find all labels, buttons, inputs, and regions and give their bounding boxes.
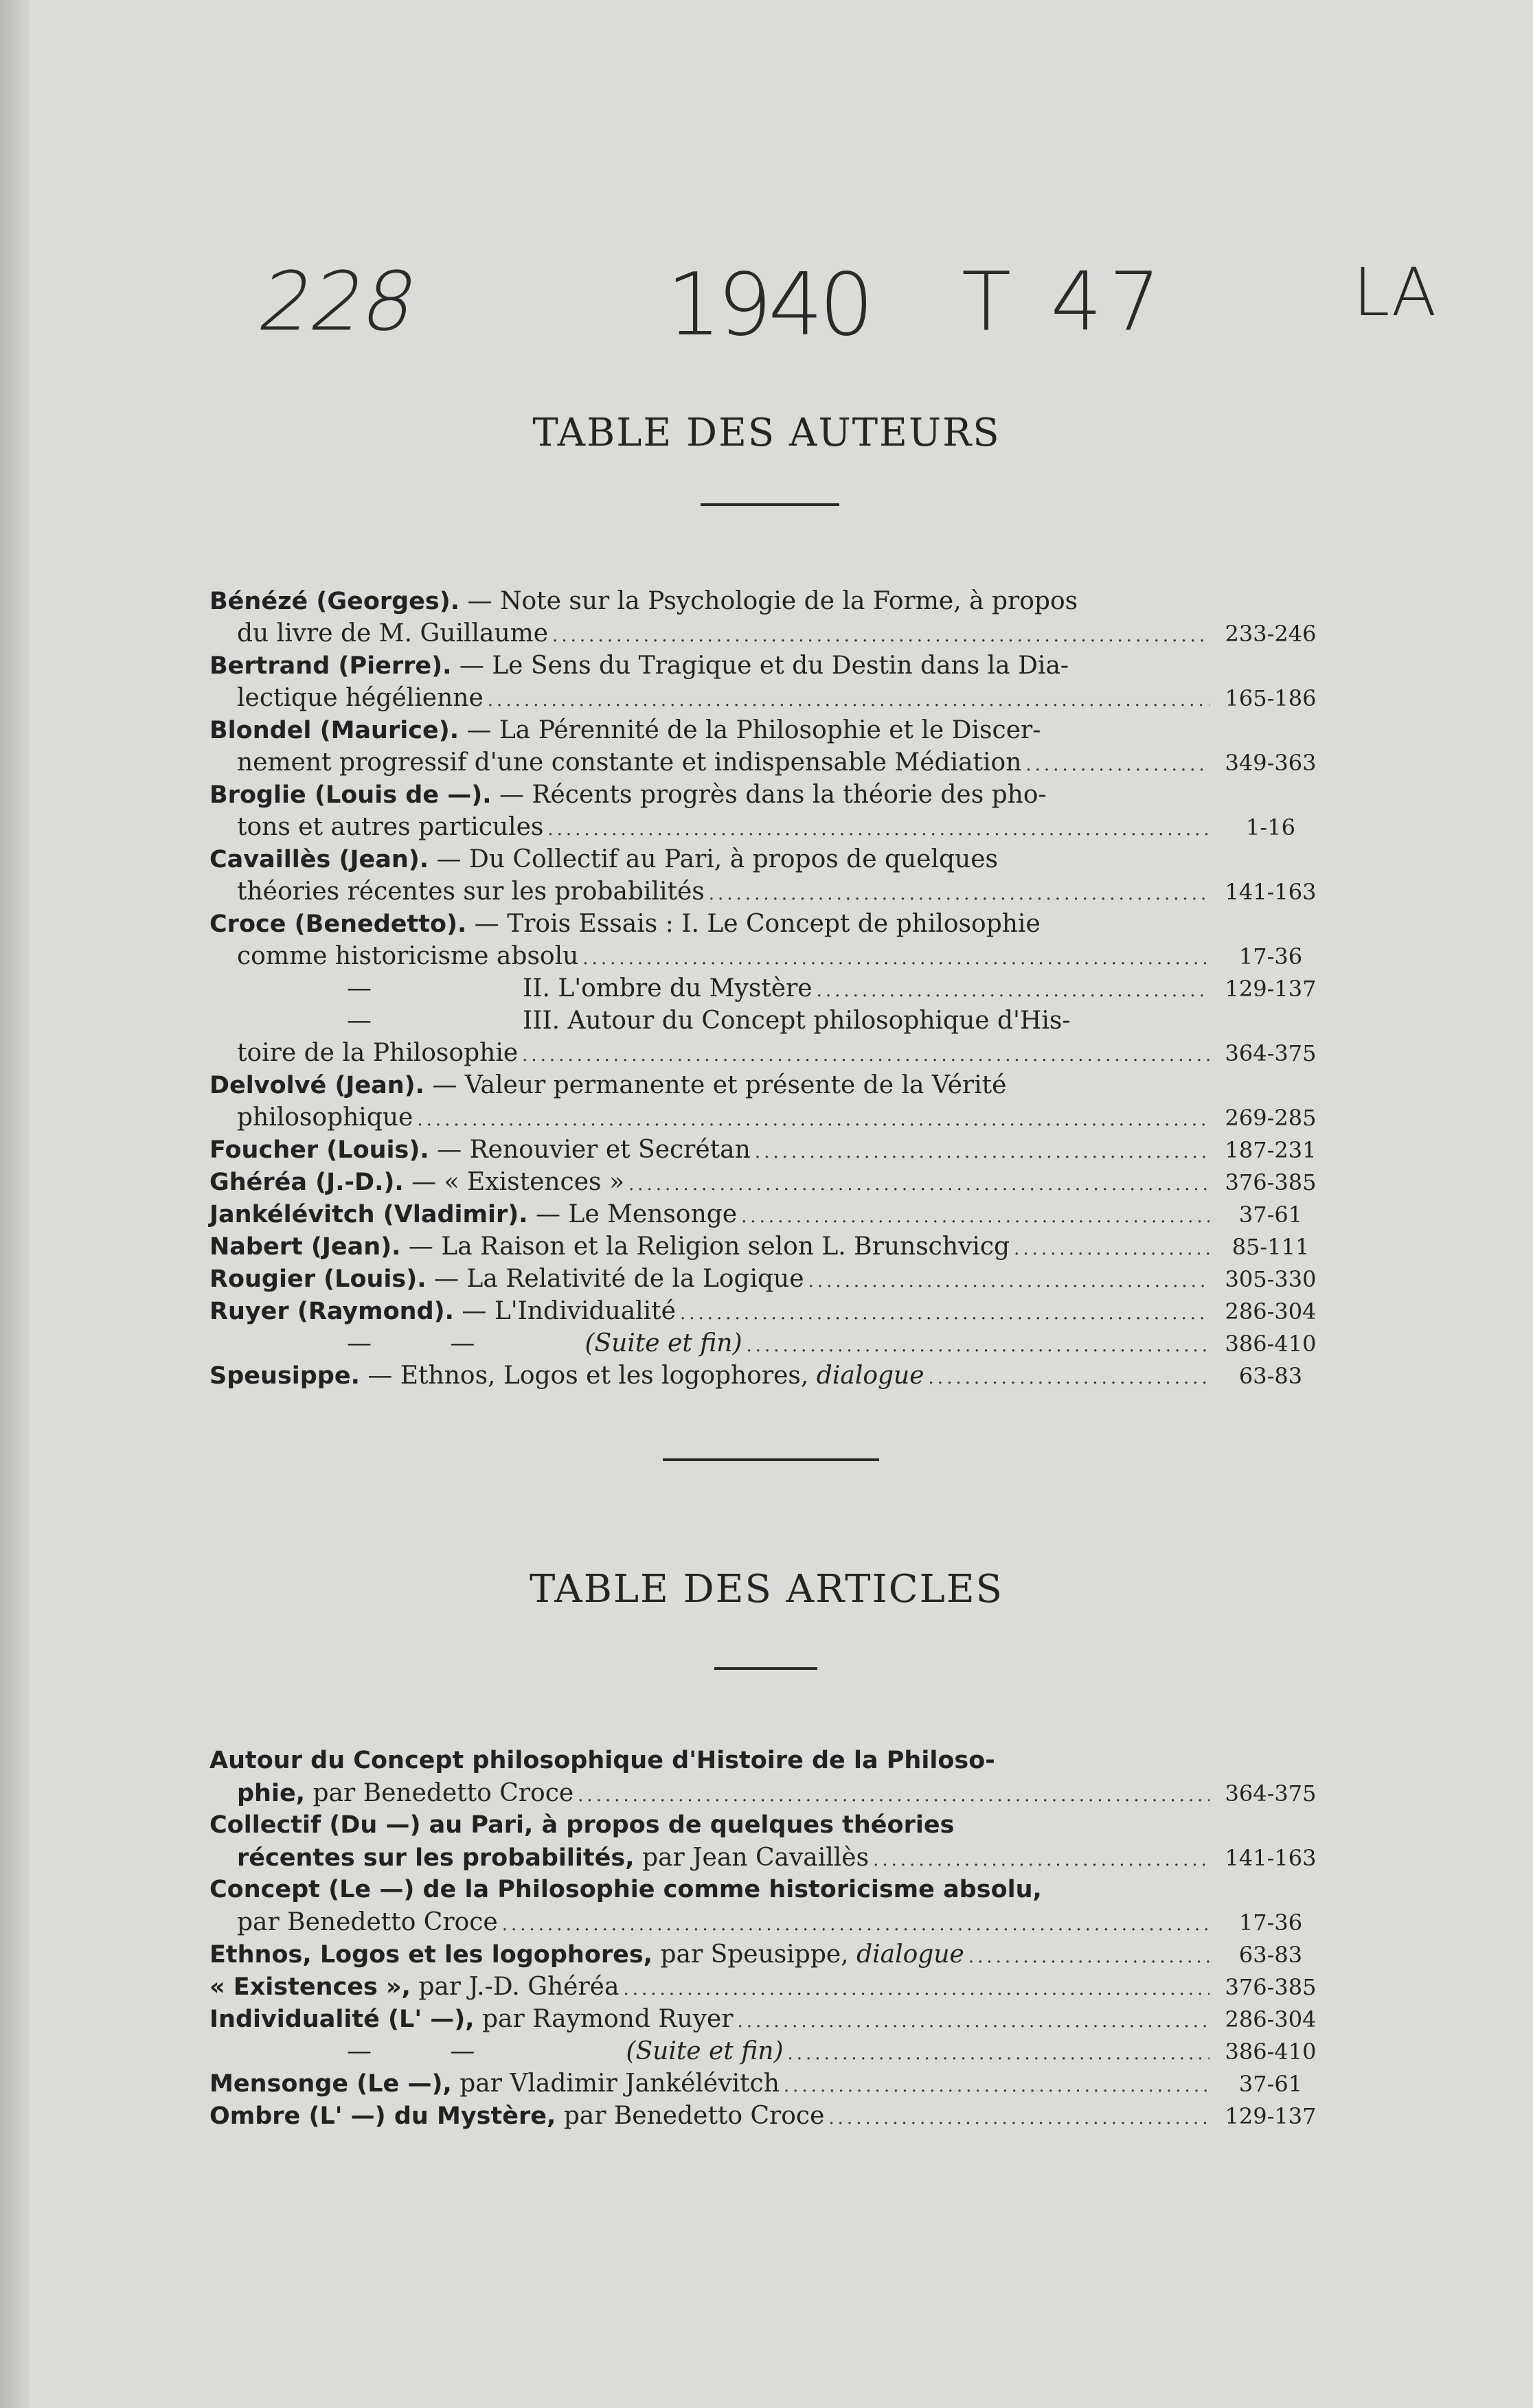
page-range: 85-111 [1231, 1234, 1310, 1260]
entry-text: — La Pérennité de la Philosophie et le Discer- [459, 716, 1041, 744]
article-entry [209, 1745, 1322, 1809]
author-entry [209, 1230, 1322, 1263]
article-entry [209, 1938, 1322, 1971]
title-rule [714, 1667, 817, 1670]
article-title: Mensonge (Le —), [209, 2070, 452, 2098]
leader-dots [808, 1265, 1210, 1298]
leader-dots [929, 1362, 1210, 1395]
auteurs-title: TABLE DES AUTEURS [532, 411, 1001, 455]
page-range: 141-163 [1225, 1845, 1317, 1871]
leader-dots [488, 685, 1210, 717]
leader-dots [547, 814, 1210, 846]
page-range: 37-61 [1238, 2071, 1303, 2097]
entry-text: par Benedetto Croce [237, 1908, 498, 1936]
author-entry [209, 1198, 1322, 1230]
author-entry [209, 650, 1322, 714]
leader-dots [1014, 1233, 1210, 1265]
article-entry [209, 1874, 1322, 1938]
ditto-dash: — — [347, 1329, 475, 1357]
articles-title: TABLE DES ARTICLES [529, 1567, 1004, 1612]
entry-text: — Le Sens du Tragique et du Destin dans la Dia- [451, 652, 1069, 680]
title-rule [701, 503, 839, 506]
author-entry [209, 714, 1322, 779]
leader-dots [709, 878, 1210, 910]
page-range: 187-231 [1225, 1137, 1317, 1163]
page-range: 376-385 [1225, 1169, 1317, 1195]
leader-dots [828, 2102, 1210, 2135]
entry-text: III. Autour du Concept philosophique d'His- [523, 1007, 1071, 1035]
leader-dots [738, 2006, 1210, 2038]
page-range: 286-304 [1225, 2006, 1317, 2032]
leader-dots [522, 1040, 1210, 1072]
entry-text: par Speusippe, [652, 1940, 857, 1969]
handwritten-mark-3: T 47 [962, 254, 1168, 349]
leader-dots [417, 1104, 1210, 1136]
page-range: 233-246 [1225, 621, 1317, 647]
leader-dots [817, 975, 1210, 1007]
entry-italic: dialogue [856, 1940, 964, 1969]
entry-text: philosophique [237, 1103, 413, 1132]
page-range: 386-410 [1225, 1331, 1317, 1357]
author-entry [209, 1166, 1322, 1198]
leader-dots [968, 1941, 1210, 1973]
entry-text: théories récentes sur les probabilités [237, 878, 705, 906]
leader-dots [784, 2070, 1210, 2102]
author-name: Jankélévitch (Vladimir). [209, 1201, 528, 1228]
page-range: 305-330 [1225, 1266, 1317, 1292]
article-title: Ethnos, Logos et les logophores, [209, 1941, 652, 1969]
entry-text: comme historicisme absolu [237, 942, 579, 970]
entry-text: toire de la Philosophie [237, 1039, 519, 1067]
auteurs-list [209, 585, 1322, 1392]
page-range: 63-83 [1238, 1363, 1303, 1389]
author-name: Ruyer (Raymond). [209, 1298, 454, 1325]
page-range: 269-285 [1225, 1105, 1317, 1131]
ditto-dash: — — [347, 2037, 475, 2065]
articles-list [209, 1745, 1322, 2132]
author-entry [209, 1327, 1322, 1360]
author-name: Foucher (Louis). [209, 1136, 429, 1164]
author-entry [209, 1263, 1322, 1295]
author-entry [209, 972, 1322, 1005]
page-range: 63-83 [1238, 1942, 1303, 1968]
entry-text: — Valeur permanente et présente de la Vérité [424, 1071, 1007, 1099]
entry-text: tons et autres particules [237, 813, 544, 841]
leader-dots [680, 1298, 1210, 1330]
page-range: 349-363 [1225, 750, 1317, 776]
leader-dots [755, 1136, 1210, 1169]
entry-text: nement progressif d'une constante et indispensable Médiation [237, 748, 1022, 777]
author-name: Ghéréa (J.-D.). [209, 1169, 404, 1196]
page-range: 376-385 [1225, 1974, 1317, 2000]
page-range: 386-410 [1225, 2039, 1317, 2065]
leader-dots [788, 2038, 1210, 2070]
entry-text: (Suite et fin) [626, 2037, 784, 2065]
entry-text: — Trois Essais : I. Le Concept de philosophie [466, 910, 1041, 938]
author-name: Bénézé (Georges). [209, 588, 460, 615]
author-name: Bertrand (Pierre). [209, 652, 452, 680]
author-entry [209, 585, 1322, 650]
author-entry [209, 1360, 1322, 1392]
entry-text: — L'Individualité [453, 1297, 676, 1325]
author-name: Nabert (Jean). [209, 1233, 401, 1261]
entry-text: par Benedetto Croce [556, 2102, 825, 2130]
article-entry [209, 2035, 1322, 2067]
page-range: 129-137 [1225, 2103, 1317, 2129]
entry-italic: dialogue [816, 1362, 924, 1390]
author-name: Broglie (Louis de —). [209, 781, 492, 809]
article-title: Collectif (Du —) au Pari, à propos de quelques théories [209, 1811, 955, 1839]
leader-dots [502, 1909, 1210, 1941]
entry-text: du livre de M. Guillaume [237, 619, 549, 647]
entry-text: (Suite et fin) [584, 1329, 742, 1357]
author-entry [209, 1134, 1322, 1166]
entry-text: — La Raison et la Religion selon L. Brunschvicg [400, 1232, 1010, 1261]
entry-text: par Benedetto Croce [305, 1779, 574, 1807]
page-range: 165-186 [1225, 685, 1317, 711]
leader-dots [873, 1844, 1210, 1877]
leader-dots [747, 1330, 1210, 1362]
entry-text: — « Existences » [403, 1168, 624, 1196]
entry-text: — Renouvier et Secrétan [429, 1136, 751, 1164]
entry-text: lectique hégélienne [237, 684, 484, 712]
entry-text: par Jean Cavaillès [634, 1844, 870, 1872]
page-range: 129-137 [1225, 976, 1317, 1002]
author-entry [209, 843, 1322, 908]
page-range: 364-375 [1225, 1780, 1317, 1807]
handwritten-mark-2: 1940 [666, 254, 870, 355]
entry-text: — Note sur la Psychologie de la Forme, à propos [459, 587, 1078, 615]
entry-text: — Ethnos, Logos et les logophores, [359, 1362, 817, 1390]
article-entry [209, 1971, 1322, 2003]
author-name: Delvolvé (Jean). [209, 1072, 424, 1099]
page-range: 141-163 [1225, 879, 1317, 905]
leader-dots [623, 1973, 1210, 2006]
handwritten-mark-1: 228 [251, 254, 426, 349]
entry-text: II. L'ombre du Mystère [523, 974, 813, 1002]
ditto-dash: — [347, 974, 372, 1002]
author-name: Cavaillès (Jean). [209, 846, 429, 873]
ditto-dash: — [347, 1007, 372, 1035]
page-range: 37-61 [1238, 1202, 1303, 1228]
article-entry [209, 2067, 1322, 2100]
leader-dots [578, 1780, 1210, 1812]
article-title: Individualité (L' —), [209, 2006, 475, 2033]
entry-text: — Le Mensonge [527, 1200, 738, 1228]
article-entry [209, 1809, 1322, 1874]
entry-text: par Vladimir Jankélévitch [451, 2069, 780, 2098]
author-name: Blondel (Maurice). [209, 717, 459, 744]
author-entry [209, 1069, 1322, 1134]
page-range: 286-304 [1225, 1298, 1317, 1325]
section-separator [663, 1458, 879, 1461]
leader-dots [1025, 749, 1210, 781]
entry-text: — Récents progrès dans la théorie des pho- [491, 781, 1047, 809]
page-range: 1-16 [1246, 814, 1295, 840]
article-entry [209, 2003, 1322, 2035]
page-range: 17-36 [1238, 943, 1303, 970]
article-title: phie, [237, 1780, 306, 1807]
handwritten-annotations [251, 254, 1484, 357]
page-range: 17-36 [1238, 1910, 1303, 1936]
entry-text: — La Relativité de la Logique [426, 1265, 804, 1293]
article-title: Ombre (L' —) du Mystère, [209, 2102, 556, 2130]
leader-dots [552, 620, 1210, 652]
author-entry [209, 779, 1322, 843]
author-entry [209, 1295, 1322, 1327]
article-title: « Existences », [209, 1973, 411, 2001]
author-name: Rougier (Louis). [209, 1265, 427, 1293]
leader-dots [628, 1169, 1210, 1201]
leader-dots [582, 943, 1210, 975]
entry-text: par J.-D. Ghéréa [410, 1973, 620, 2001]
article-title: Autour du Concept philosophique d'Histoire de la Philoso- [209, 1747, 995, 1774]
entry-text: — Du Collectif au Pari, à propos de quelques [429, 845, 999, 873]
author-entry [209, 1005, 1322, 1069]
author-entry [209, 908, 1322, 972]
leader-dots [741, 1201, 1210, 1233]
author-name: Speusippe. [209, 1362, 360, 1390]
entry-text: par Raymond Ruyer [474, 2005, 734, 2033]
page-range: 364-375 [1225, 1040, 1317, 1066]
page-binding-edge [0, 0, 30, 2408]
article-title: récentes sur les probabilités, [237, 1844, 635, 1872]
article-entry [209, 2100, 1322, 2132]
handwritten-mark-4: LA [1353, 254, 1437, 331]
article-title: Concept (Le —) de la Philosophie comme historicisme absolu, [209, 1876, 1042, 1903]
author-name: Croce (Benedetto). [209, 910, 467, 938]
